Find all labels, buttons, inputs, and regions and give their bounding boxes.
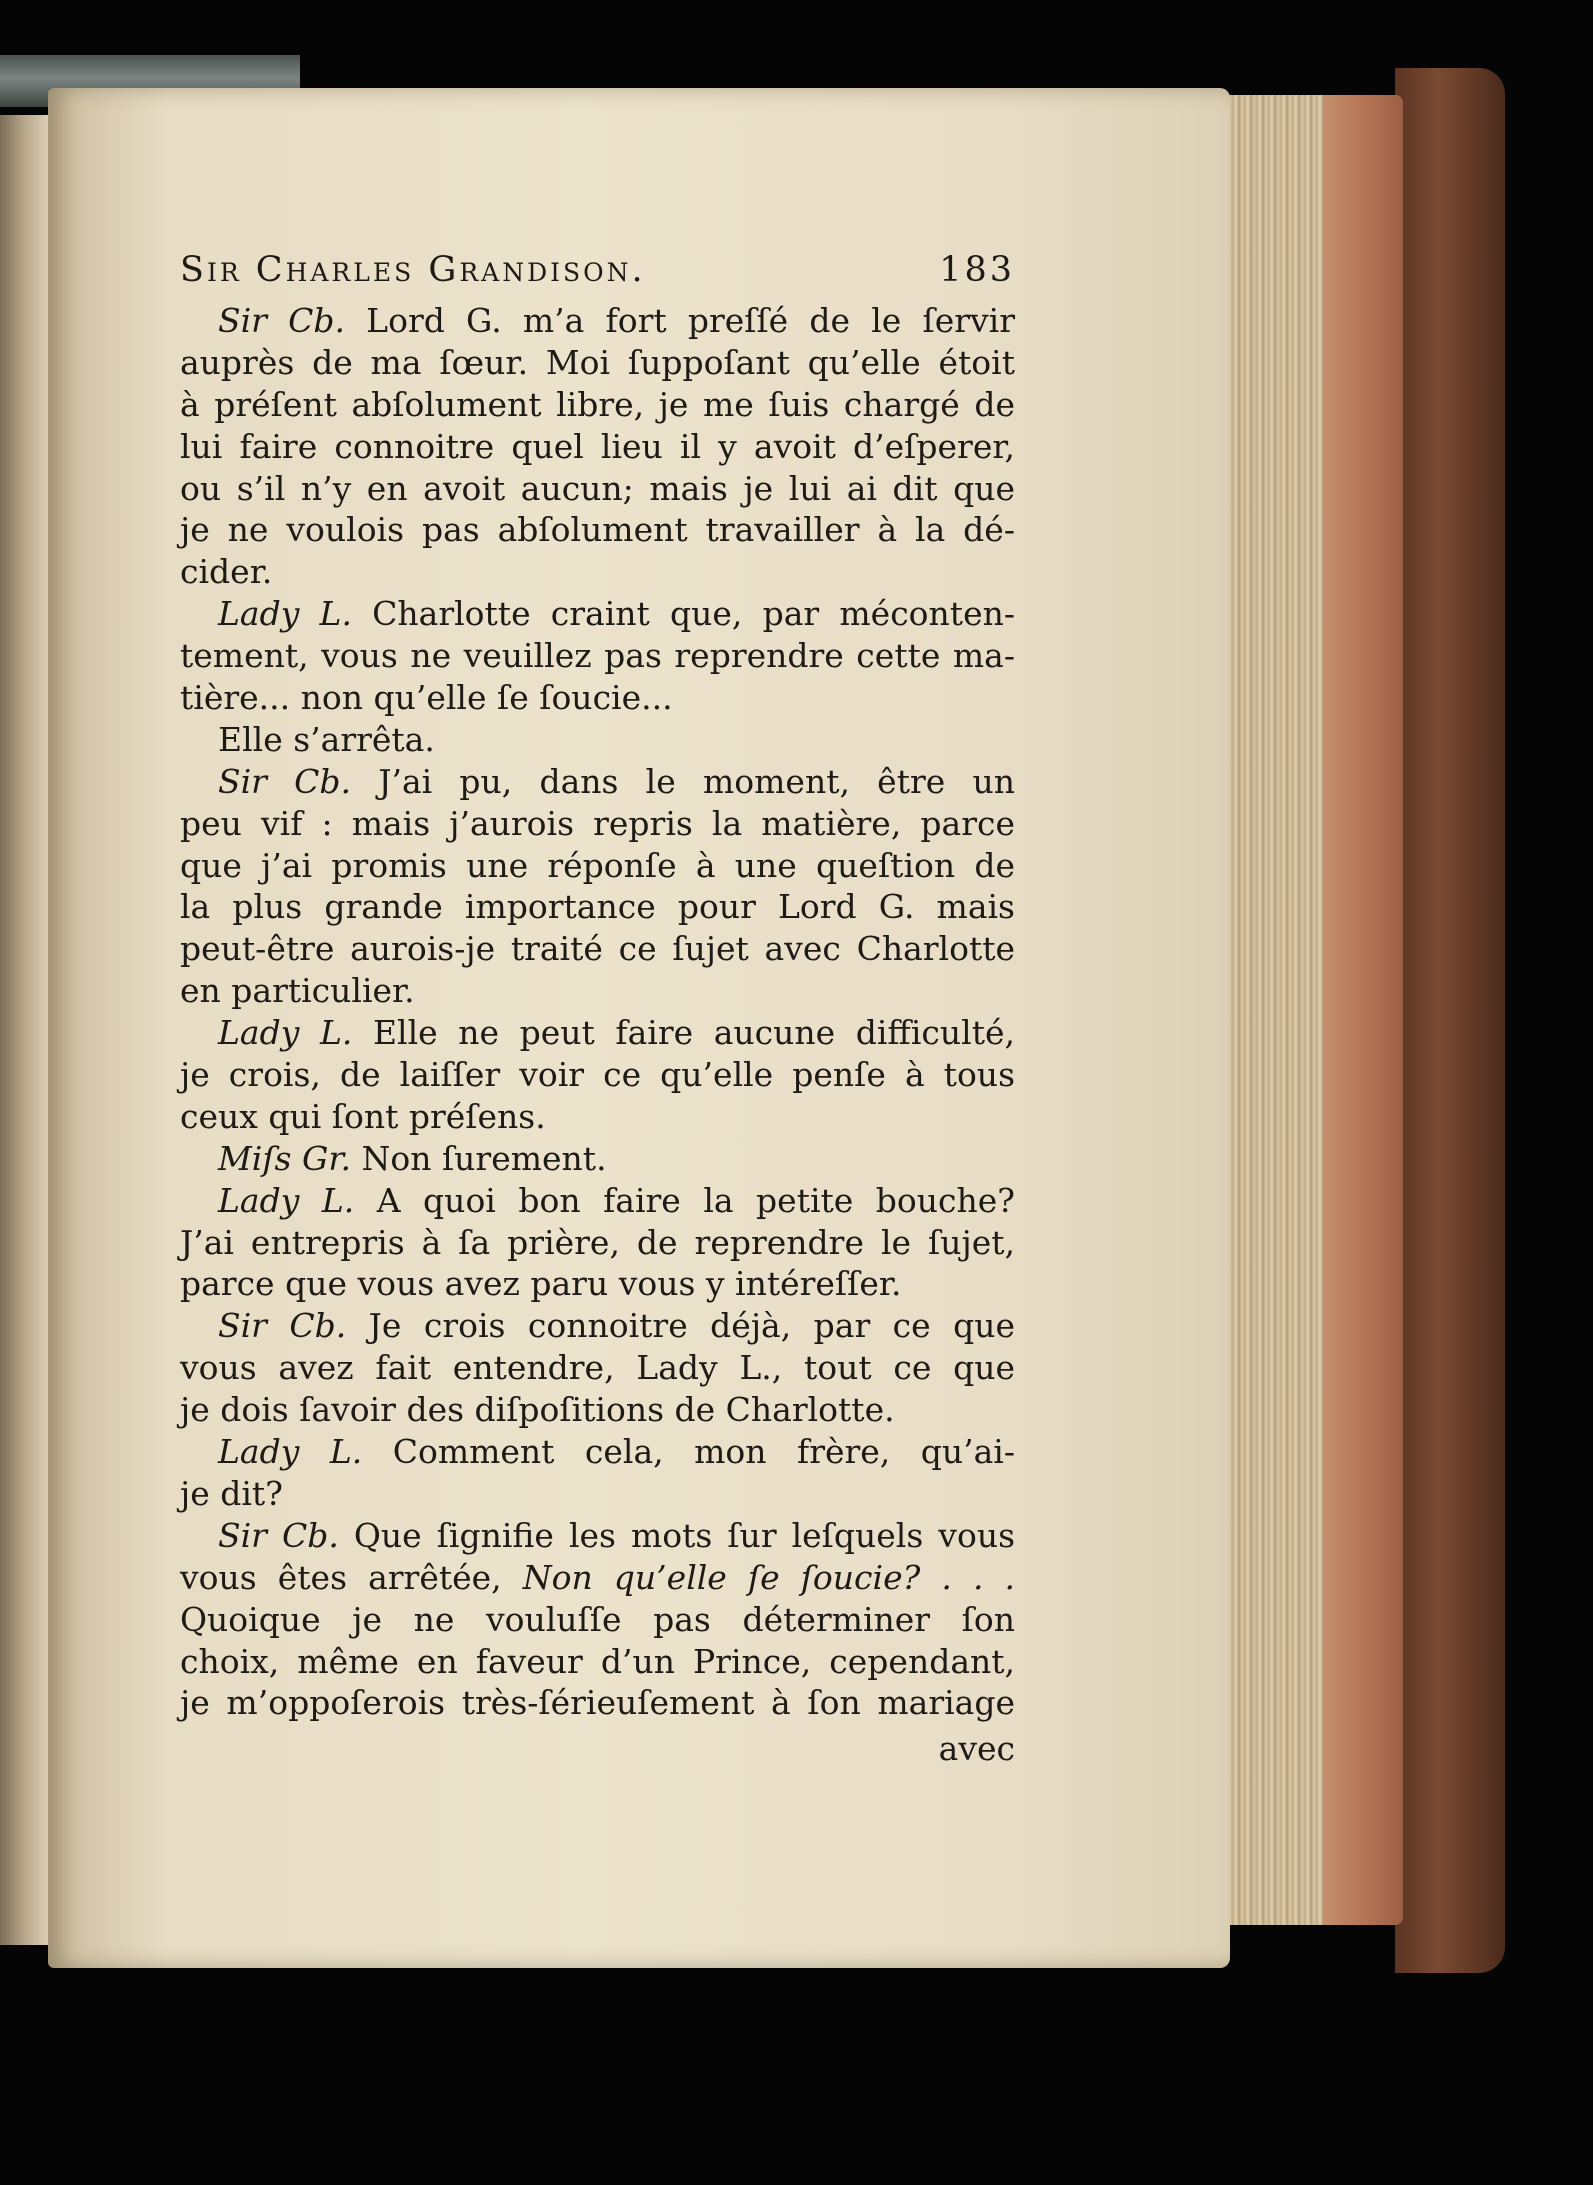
- running-head: [180, 250, 1015, 296]
- text-lines: [180, 300, 1015, 1724]
- running-head-title: Sir Charles Grandison.: [180, 250, 646, 290]
- line-text: J’ai entrepris à ſa prière, de reprendre le ſujet,: [180, 1222, 1015, 1262]
- line-text: peut-être aurois-je traité ce ſujet avec Charlotte: [180, 929, 1015, 969]
- italic-quote: Non qu’elle ſe ſoucie? . . .: [522, 1557, 1015, 1597]
- line-text: Quoique je ne vouluſſe pas déterminer ſon: [180, 1599, 1015, 1639]
- line-text: Elle ne peut faire aucune difficulté,: [352, 1013, 1016, 1053]
- text-line: [180, 1515, 1015, 1557]
- line-text: je crois, de laiſſer voir ce qu’elle penſe à tous: [180, 1055, 1015, 1095]
- speaker-label: Miſs Gr.: [218, 1138, 351, 1178]
- text-line: [180, 886, 1015, 928]
- line-text: vous avez fait entendre, Lady L., tout ce que: [180, 1348, 1015, 1388]
- text-line: [180, 677, 1015, 719]
- speaker-label: Sir Cb.: [218, 1306, 347, 1346]
- text-line: [180, 1641, 1015, 1683]
- line-text: Elle s’arrêta.: [218, 719, 435, 759]
- text-line: [180, 1138, 1015, 1180]
- text-line: [180, 1599, 1015, 1641]
- line-text: ceux qui ſont préſens.: [180, 1096, 546, 1136]
- speaker-label: Lady L.: [218, 1432, 363, 1472]
- line-text: ou s’il n’y en avoit aucun; mais je lui ai dit que: [180, 468, 1015, 508]
- line-text: Lord G. m’a fort preſſé de le ſervir: [344, 301, 1015, 340]
- speaker-label: Lady L.: [218, 594, 352, 634]
- text-line: [180, 1096, 1015, 1138]
- speaker-label: Lady L.: [218, 1013, 353, 1053]
- line-text: vous êtes arrêtée,: [180, 1557, 523, 1597]
- text-line: [180, 928, 1015, 970]
- line-text: que j’ai promis une réponſe à une queſtion de: [180, 845, 1015, 885]
- text-line: [180, 1557, 1015, 1599]
- line-text: je m’oppoſerois très-ſérieuſement à ſon mariage: [180, 1683, 1015, 1723]
- line-text: je dit?: [180, 1473, 283, 1513]
- line-text: je dois ſavoir des diſpoſitions de Charlotte.: [180, 1390, 895, 1430]
- text-line: [180, 845, 1015, 887]
- text-line: [180, 426, 1015, 468]
- page-number: 183: [939, 250, 1015, 290]
- speaker-label: Sir Cb.: [218, 1515, 339, 1555]
- line-text: Que ſignifie les mots ſur leſquels vous: [338, 1515, 1016, 1555]
- text-line: [180, 1054, 1015, 1096]
- line-text: en particulier.: [180, 971, 415, 1011]
- line-text: Charlotte craint que, par méconten-: [351, 594, 1016, 634]
- line-text: la plus grande importance pour Lord G. mais: [180, 887, 1015, 927]
- text-line: [180, 384, 1015, 426]
- text-line: [180, 761, 1015, 803]
- text-line: [180, 970, 1015, 1012]
- book-cover-edge: [1395, 68, 1505, 1973]
- text-line: [180, 1431, 1015, 1473]
- text-line: [180, 1180, 1015, 1222]
- line-text: à préſent abſolument libre, je me ſuis chargé de: [180, 384, 1015, 424]
- text-line: [180, 803, 1015, 845]
- line-text: Comment cela, mon frère, qu’ai-: [362, 1432, 1015, 1472]
- line-text: parce que vous avez paru vous y intéreſſer.: [180, 1264, 902, 1304]
- line-text: tière... non qu’elle ſe ſoucie...: [180, 678, 673, 718]
- line-text: A quoi bon faire la petite bouche?: [354, 1180, 1015, 1220]
- text-line: [180, 300, 1015, 342]
- line-text: Je crois connoitre déjà, par ce que: [346, 1306, 1015, 1346]
- text-line: [180, 719, 1015, 761]
- text-line: [180, 468, 1015, 510]
- text-line: [180, 1263, 1015, 1305]
- text-line: [180, 1389, 1015, 1431]
- line-text: choix, même en faveur d’un Prince, cependant,: [180, 1641, 1015, 1681]
- line-text: lui faire connoitre quel lieu il y avoit d’eſperer,: [180, 426, 1015, 466]
- text-line: [180, 1222, 1015, 1264]
- text-line: [180, 1347, 1015, 1389]
- speaker-label: Sir Cb.: [218, 301, 345, 340]
- text-line: [180, 509, 1015, 551]
- text-line: [180, 593, 1015, 635]
- page-text: [180, 250, 1015, 1770]
- line-text: je ne voulois pas abſolument travailler à la dé-: [180, 510, 1015, 550]
- text-line: [180, 1682, 1015, 1724]
- line-text: Non ſurement.: [350, 1138, 607, 1178]
- line-text: cider.: [180, 552, 273, 592]
- line-text: auprès de ma ſœur. Moi ſuppoſant qu’elle étoit: [180, 342, 1015, 382]
- catchword: avec: [938, 1729, 1015, 1769]
- speaker-label: Lady L.: [218, 1180, 355, 1220]
- line-text: J’ai pu, dans le moment, être un: [351, 761, 1015, 801]
- speaker-label: Sir Cb.: [218, 761, 352, 801]
- line-text: peu vif : mais j’aurois repris la matière, parce: [180, 803, 1015, 843]
- page-edges: [1218, 95, 1403, 1925]
- line-text: tement, vous ne veuillez pas reprendre cette ma-: [180, 636, 1015, 676]
- text-line: [180, 1305, 1015, 1347]
- text-line: [180, 635, 1015, 677]
- text-line: [180, 342, 1015, 384]
- text-line: [180, 551, 1015, 593]
- text-line: [180, 1473, 1015, 1515]
- text-line: [180, 1012, 1015, 1054]
